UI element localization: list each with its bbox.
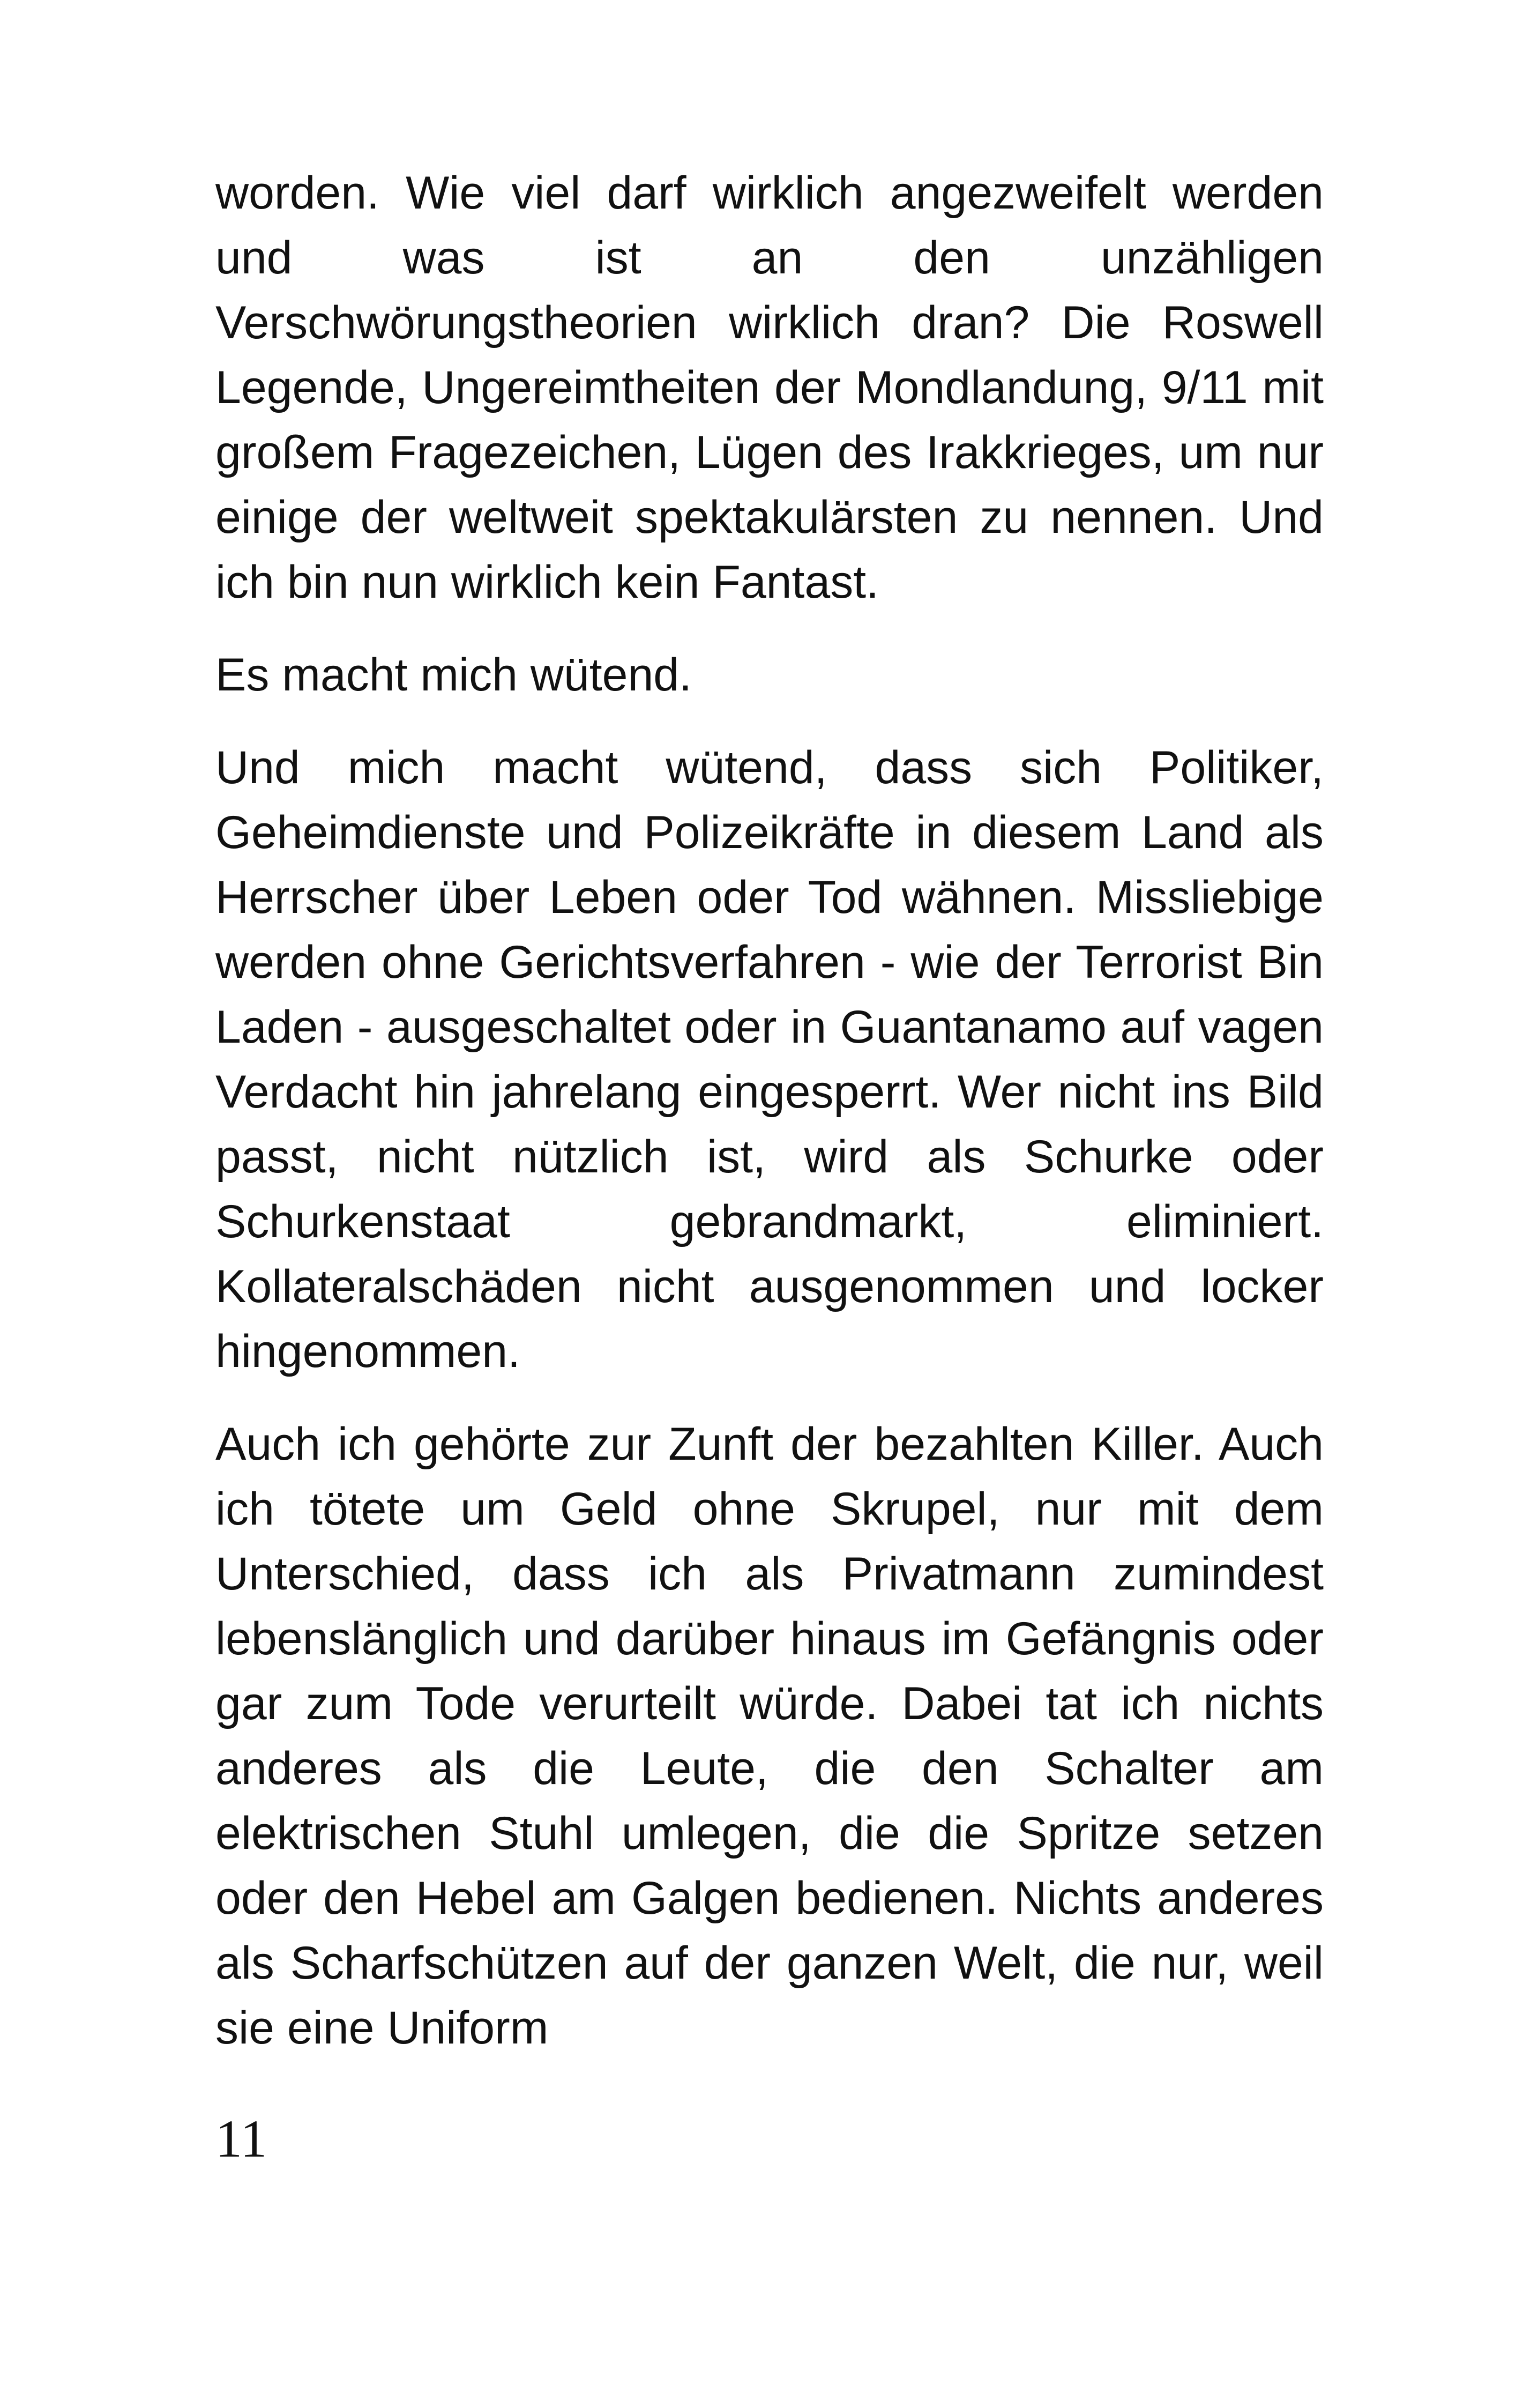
paragraph-4: Auch ich gehörte zur Zunft der bezahlten Killer. Auch ich tötete um Geld ohne Skrupel, nur mit dem Unterschied, dass ich als Privatmann zumindest lebenslänglich und darüber hinaus im Gefängnis oder gar zum Tode verurteilt würde. Dabei tat ich nichts anderes als die Leute, die den Schalter am elektrischen Stuhl umlegen, die die Spritze setzen oder den Hebel am Galgen bedienen. Nichts anderes als Scharfschützen auf der ganzen Welt, die nur, weil sie eine Uniform (215, 1418, 1324, 2054)
paragraph-3: Und mich macht wütend, dass sich Politiker, Geheimdienste und Polizeikräfte in diesem Land als Herrscher über Leben oder Tod wähnen. Missliebige werden ohne Gerichtsverfahren - wie der Terrorist Bin Laden - ausgeschaltet oder in Guantanamo auf vagen Verdacht hin jahrelang eingesperrt. Wer nicht ins Bild passt, nicht nützlich ist, wird als Schurke oder Schurkenstaat gebrandmarkt, eliminiert. Kollateralschäden nicht ausgenommen und locker hingenommen. (215, 742, 1324, 1377)
page-number: 11 (215, 2109, 267, 2168)
body-text (215, 161, 1324, 2089)
paragraph-2: Es macht mich wütend. (215, 649, 692, 701)
paragraph-1: worden. Wie viel darf wirklich angezweifelt werden und was ist an den unzähligen Verschwörungstheorien wirklich dran? Die Roswell Legende, Ungereimtheiten der Mondlandung, 9/11 mit großem Fragezeichen, Lügen des Irakkrieges, um nur einige der weltweit spektakulärsten zu nennen. Und ich bin nun wirklich kein Fantast. (215, 167, 1324, 608)
